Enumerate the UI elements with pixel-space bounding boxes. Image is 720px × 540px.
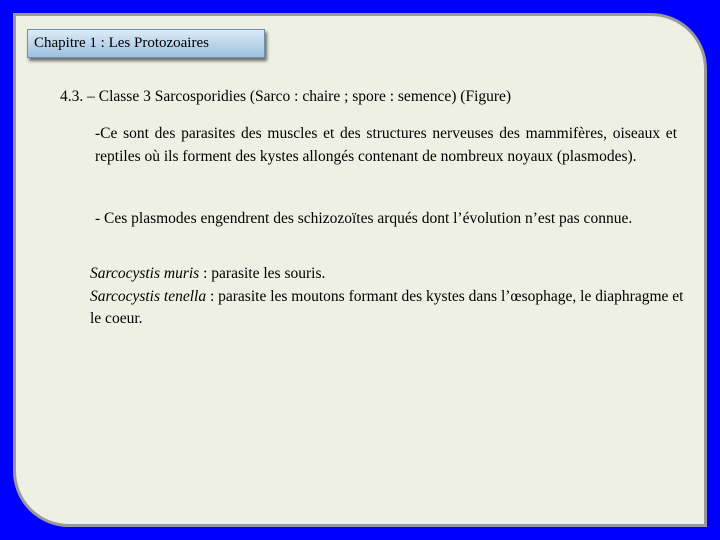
chapter-title bbox=[27, 29, 265, 58]
species-name: Sarcocystis tenella bbox=[90, 287, 207, 305]
paragraph-description: -Ce sont des parasites des muscles et des structures nerveuses des mammifères, oiseaux et reptiles où ils forment des kystes allongés contenant de nombreux noyaux (plasmodes). bbox=[95, 125, 677, 165]
species-item bbox=[90, 286, 690, 331]
species-description: : parasite les moutons formant des kystes dans l’œsophage, le diaphragme et le coeur. bbox=[90, 287, 684, 327]
species-description: : parasite les souris. bbox=[199, 265, 326, 282]
species-item bbox=[90, 263, 690, 286]
species-list bbox=[90, 263, 690, 331]
species-name: Sarcocystis muris bbox=[90, 265, 200, 282]
paragraph-plasmodes: - Ces plasmodes engendrent des schizozoïtes arqués dont l’évolution n’est pas connue. bbox=[95, 210, 633, 227]
section-heading: 4.3. – Classe 3 Sarcosporidies (Sarco : chaire ; spore : semence) (Figure) bbox=[60, 88, 512, 105]
chapter-title-text: Chapitre 1 : Les Protozoaires bbox=[34, 35, 209, 51]
